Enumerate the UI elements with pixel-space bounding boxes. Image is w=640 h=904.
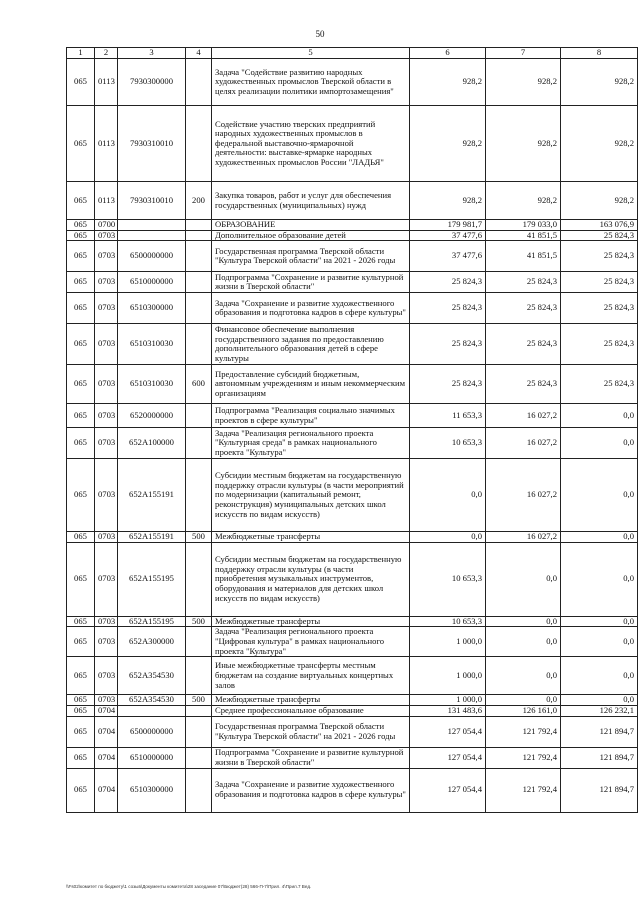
cell-amount-year3: 25 824,3 [561,272,638,293]
cell-description: Задача "Сохранение и развитие художественного образования и подготовка кадров в сфере культуры" [212,768,410,812]
table-row [67,768,638,812]
cell-amount-year3: 121 894,7 [561,747,638,768]
table-row [67,716,638,747]
cell-target-code: 652A155191 [118,459,186,532]
cell-amount-year2: 0,0 [486,542,561,616]
cell-section-code: 0704 [95,747,118,768]
cell-amount-year3: 0,0 [561,428,638,459]
cell-amount-year1: 928,2 [410,59,486,106]
cell-target-code: 652A354530 [118,657,186,695]
cell-amount-year3: 0,0 [561,616,638,627]
cell-section-code: 0703 [95,695,118,706]
table-row [67,182,638,220]
cell-description: Иные межбюджетные трансферты местным бюджетам на создание виртуальных концертных залов [212,657,410,695]
column-header: 1 [67,48,95,59]
cell-ministry-code: 065 [67,365,95,404]
cell-amount-year2: 25 824,3 [486,293,561,324]
cell-section-code: 0113 [95,182,118,220]
cell-amount-year2: 0,0 [486,616,561,627]
cell-description: Государственная программа Тверской области "Культура Тверской области" на 2021 - 2026 годы [212,716,410,747]
cell-expense-type [186,59,212,106]
cell-amount-year2: 928,2 [486,106,561,182]
cell-description: Задача "Реализация регионального проекта "Культурная среда" в рамках национального проекта "Культура" [212,428,410,459]
cell-ministry-code: 065 [67,230,95,241]
cell-amount-year1: 11 653,3 [410,404,486,428]
cell-amount-year3: 0,0 [561,695,638,706]
cell-amount-year2: 25 824,3 [486,324,561,365]
cell-section-code: 0703 [95,532,118,543]
table-row [67,747,638,768]
cell-amount-year2: 25 824,3 [486,365,561,404]
cell-amount-year1: 127 054,4 [410,768,486,812]
cell-amount-year1: 928,2 [410,182,486,220]
cell-amount-year1: 25 824,3 [410,293,486,324]
cell-amount-year3: 25 824,3 [561,365,638,404]
cell-amount-year3: 121 894,7 [561,768,638,812]
cell-description: Государственная программа Тверской области "Культура Тверской области" на 2021 - 2026 годы [212,241,410,272]
cell-amount-year1: 928,2 [410,106,486,182]
table-row [67,428,638,459]
cell-expense-type [186,627,212,657]
cell-description: ОБРАЗОВАНИЕ [212,220,410,231]
cell-amount-year1: 10 653,3 [410,428,486,459]
cell-amount-year3: 928,2 [561,59,638,106]
table-row [67,220,638,231]
table-row [67,542,638,616]
cell-description: Субсидии местным бюджетам на государственную поддержку отрасли культуры (в части мероприятий по модернизации (капитальный ремонт, реконструкция) муниципальных детских школ искусств по видам искусств) [212,459,410,532]
cell-target-code: 652A354530 [118,695,186,706]
cell-amount-year2: 121 792,4 [486,747,561,768]
cell-amount-year2: 928,2 [486,59,561,106]
cell-description: Подпрограмма "Реализация социально значимых проектов в сфере культуры" [212,404,410,428]
cell-description: Субсидии местным бюджетам на государственную поддержку отрасли культуры (в части приобретения музыкальных инструментов, оборудования и материалов для детских школ искусств по видам искусств) [212,542,410,616]
cell-expense-type [186,768,212,812]
cell-target-code: 7930310010 [118,182,186,220]
cell-description: Среднее профессиональное образование [212,705,410,716]
table-row [67,657,638,695]
cell-ministry-code: 065 [67,657,95,695]
cell-expense-type: 500 [186,695,212,706]
cell-target-code: 7930300000 [118,59,186,106]
cell-amount-year3: 0,0 [561,657,638,695]
cell-expense-type [186,716,212,747]
cell-target-code: 652A100000 [118,428,186,459]
cell-description: Задача "Содействие развитию народных художественных промыслов Тверской области в целях реализации политики импортозамещения" [212,59,410,106]
cell-section-code: 0703 [95,365,118,404]
table-row [67,324,638,365]
cell-description: Межбюджетные трансферты [212,695,410,706]
cell-expense-type [186,293,212,324]
cell-amount-year2: 16 027,2 [486,428,561,459]
cell-expense-type [186,241,212,272]
cell-target-code: 652A155195 [118,616,186,627]
cell-section-code: 0700 [95,220,118,231]
cell-expense-type [186,657,212,695]
table-row [67,272,638,293]
table-row [67,627,638,657]
cell-expense-type: 600 [186,365,212,404]
cell-amount-year1: 25 824,3 [410,365,486,404]
table-row [67,365,638,404]
cell-description: Межбюджетные трансферты [212,616,410,627]
cell-section-code: 0703 [95,293,118,324]
cell-description: Содействие участию тверских предприятий народных художественных промыслов в федеральной выставочно-ярмарочной деятельности: выставке-ярмарке народных художественных промыслов России "ЛАДЬЯ" [212,106,410,182]
cell-ministry-code: 065 [67,241,95,272]
column-header: 3 [118,48,186,59]
cell-amount-year2: 0,0 [486,627,561,657]
cell-amount-year1: 1 000,0 [410,657,486,695]
cell-expense-type [186,324,212,365]
cell-ministry-code: 065 [67,627,95,657]
cell-target-code: 7930310010 [118,106,186,182]
cell-ministry-code: 065 [67,695,95,706]
cell-amount-year1: 25 824,3 [410,272,486,293]
cell-ministry-code: 065 [67,220,95,231]
cell-amount-year1: 0,0 [410,532,486,543]
cell-amount-year1: 10 653,3 [410,542,486,616]
table-row [67,705,638,716]
cell-ministry-code: 065 [67,272,95,293]
column-header: 2 [95,48,118,59]
cell-amount-year2: 121 792,4 [486,716,561,747]
cell-ministry-code: 065 [67,616,95,627]
cell-amount-year2: 16 027,2 [486,532,561,543]
cell-ministry-code: 065 [67,716,95,747]
cell-expense-type [186,404,212,428]
cell-description: Межбюджетные трансферты [212,532,410,543]
cell-section-code: 0113 [95,106,118,182]
cell-section-code: 0703 [95,459,118,532]
cell-target-code: 652A300000 [118,627,186,657]
cell-amount-year1: 37 477,6 [410,230,486,241]
cell-amount-year2: 0,0 [486,695,561,706]
table-row [67,459,638,532]
cell-amount-year2: 0,0 [486,657,561,695]
cell-target-code [118,705,186,716]
cell-amount-year3: 0,0 [561,404,638,428]
cell-amount-year1: 25 824,3 [410,324,486,365]
cell-ministry-code: 065 [67,459,95,532]
table-row [67,241,638,272]
cell-target-code: 652A155191 [118,532,186,543]
table-row [67,230,638,241]
cell-amount-year1: 37 477,6 [410,241,486,272]
cell-target-code: 652A155195 [118,542,186,616]
cell-section-code: 0703 [95,542,118,616]
cell-target-code: 6510000000 [118,747,186,768]
column-header: 8 [561,48,638,59]
cell-amount-year1: 131 483,6 [410,705,486,716]
cell-ministry-code: 065 [67,324,95,365]
cell-expense-type [186,459,212,532]
table-row [67,59,638,106]
table-body [67,59,638,813]
cell-amount-year2: 25 824,3 [486,272,561,293]
column-header: 7 [486,48,561,59]
cell-expense-type: 500 [186,616,212,627]
cell-target-code [118,220,186,231]
cell-amount-year3: 25 824,3 [561,324,638,365]
cell-section-code: 0703 [95,428,118,459]
cell-amount-year1: 0,0 [410,459,486,532]
cell-amount-year3: 121 894,7 [561,716,638,747]
cell-amount-year1: 179 981,7 [410,220,486,231]
cell-expense-type: 200 [186,182,212,220]
cell-section-code: 0704 [95,705,118,716]
column-header: 6 [410,48,486,59]
table-row [67,404,638,428]
cell-section-code: 0703 [95,324,118,365]
cell-section-code: 0703 [95,241,118,272]
cell-target-code: 6510300000 [118,293,186,324]
cell-section-code: 0703 [95,404,118,428]
cell-ministry-code: 065 [67,747,95,768]
cell-ministry-code: 065 [67,768,95,812]
cell-target-code [118,230,186,241]
cell-amount-year1: 1 000,0 [410,627,486,657]
cell-description: Финансовое обеспечение выполнения государственного задания по предоставлению дополнительного образования детей в сфере культуры [212,324,410,365]
cell-description: Задача "Реализация регионального проекта "Цифровая культура" в рамках национального проекта "Культура" [212,627,410,657]
cell-section-code: 0703 [95,627,118,657]
cell-amount-year3: 0,0 [561,459,638,532]
cell-amount-year3: 25 824,3 [561,230,638,241]
cell-amount-year3: 0,0 [561,532,638,543]
cell-target-code: 6500000000 [118,716,186,747]
cell-ministry-code: 065 [67,106,95,182]
cell-amount-year3: 0,0 [561,627,638,657]
file-path-footer: \\Fs02\комитет по бюджету\1 созыв\Документы комитета\28 заседание 07\Бюджет(28) 566-П-7\Прил. 4\Прил.7 Вед. [66,884,312,889]
cell-amount-year3: 163 076,9 [561,220,638,231]
cell-amount-year2: 126 161,0 [486,705,561,716]
cell-amount-year3: 126 232,1 [561,705,638,716]
cell-target-code: 6510310030 [118,324,186,365]
cell-section-code: 0704 [95,768,118,812]
cell-target-code: 6520000000 [118,404,186,428]
table-row [67,293,638,324]
cell-amount-year1: 127 054,4 [410,716,486,747]
cell-amount-year1: 10 653,3 [410,616,486,627]
cell-ministry-code: 065 [67,705,95,716]
cell-expense-type [186,428,212,459]
cell-expense-type [186,106,212,182]
cell-description: Задача "Сохранение и развитие художественного образования и подготовка кадров в сфере культуры" [212,293,410,324]
cell-section-code: 0703 [95,616,118,627]
cell-ministry-code: 065 [67,182,95,220]
cell-section-code: 0704 [95,716,118,747]
cell-description: Подпрограмма "Сохранение и развитие культурной жизни в Тверской области" [212,272,410,293]
cell-section-code: 0703 [95,230,118,241]
cell-target-code: 6510310030 [118,365,186,404]
cell-section-code: 0113 [95,59,118,106]
cell-expense-type [186,705,212,716]
cell-amount-year2: 41 851,5 [486,241,561,272]
cell-amount-year2: 928,2 [486,182,561,220]
budget-table [66,47,638,813]
table-row [67,616,638,627]
cell-description: Подпрограмма "Сохранение и развитие культурной жизни в Тверской области" [212,747,410,768]
cell-amount-year2: 41 851,5 [486,230,561,241]
cell-description: Закупка товаров, работ и услуг для обеспечения государственных (муниципальных) нужд [212,182,410,220]
cell-ministry-code: 065 [67,404,95,428]
cell-amount-year3: 928,2 [561,182,638,220]
column-header: 4 [186,48,212,59]
cell-expense-type [186,747,212,768]
cell-target-code: 6510000000 [118,272,186,293]
cell-amount-year2: 16 027,2 [486,459,561,532]
table-row [67,695,638,706]
cell-amount-year3: 25 824,3 [561,293,638,324]
cell-amount-year2: 121 792,4 [486,768,561,812]
cell-expense-type [186,220,212,231]
cell-description: Дополнительное образование детей [212,230,410,241]
cell-section-code: 0703 [95,657,118,695]
cell-ministry-code: 065 [67,532,95,543]
column-header: 5 [212,48,410,59]
cell-amount-year1: 127 054,4 [410,747,486,768]
cell-ministry-code: 065 [67,293,95,324]
cell-description: Предоставление субсидий бюджетным, автономным учреждениям и иным некоммерческим организациям [212,365,410,404]
cell-expense-type [186,542,212,616]
cell-expense-type: 500 [186,532,212,543]
table-row [67,106,638,182]
cell-amount-year2: 16 027,2 [486,404,561,428]
cell-ministry-code: 065 [67,428,95,459]
cell-amount-year1: 1 000,0 [410,695,486,706]
cell-amount-year3: 928,2 [561,106,638,182]
table-header-row [67,48,638,59]
cell-expense-type [186,272,212,293]
cell-amount-year3: 25 824,3 [561,241,638,272]
table-row [67,532,638,543]
cell-section-code: 0703 [95,272,118,293]
cell-expense-type [186,230,212,241]
cell-amount-year2: 179 033,0 [486,220,561,231]
cell-ministry-code: 065 [67,59,95,106]
page-number: 50 [315,29,325,39]
cell-target-code: 6500000000 [118,241,186,272]
cell-ministry-code: 065 [67,542,95,616]
cell-target-code: 6510300000 [118,768,186,812]
cell-amount-year3: 0,0 [561,542,638,616]
